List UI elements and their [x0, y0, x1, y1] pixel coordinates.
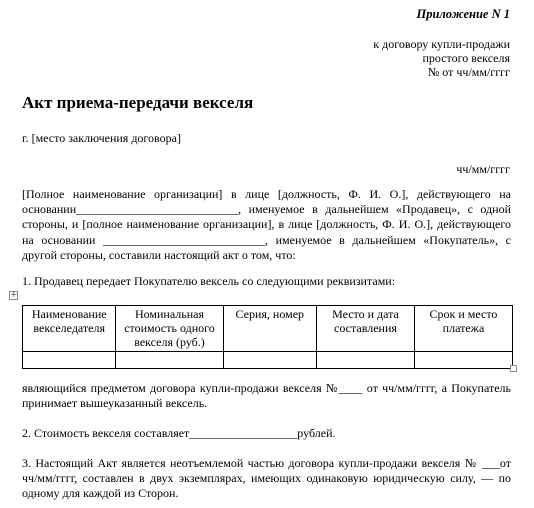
column-header-issuer: Наименование векселедателя — [23, 306, 116, 352]
appendix-ref-line: к договору купли-продажи — [373, 37, 510, 51]
intro-paragraph: [Полное наименование организации] в лице [должность, Ф. И. О.], действующего на основании___________________________, именуемое в дальнейшем «Продавец», с одной стороны, и [полное наименование организации], в лице [должность, Ф. И. О.], действующего на основании ___________________________, именуемое в дальнейшем «Покупатель», с другой стороны, составили настоящий акт о том, что: — [22, 187, 511, 262]
appendix-title: Приложение N 1 — [416, 7, 510, 21]
table-resize-handle-icon[interactable] — [510, 365, 517, 372]
column-header-series-number: Серия, номер — [223, 306, 316, 352]
table-cell[interactable] — [316, 352, 414, 369]
table-cell[interactable] — [23, 352, 116, 369]
table-move-handle-icon[interactable]: + — [10, 290, 18, 300]
appendix-ref-line: простого векселя — [422, 51, 510, 65]
table-cell[interactable] — [116, 352, 223, 369]
table-header-row — [23, 306, 513, 352]
table-cell[interactable] — [223, 352, 316, 369]
column-header-place-date: Место и дата составления — [316, 306, 414, 352]
clause-3: 3. Настоящий Акт является неотъемлемой частью договора купли-продажи векселя № ___от чч/мм/гггг, составлен в двух экземплярах, имеющих одинаковую юридическую силу, — по одному для каждой из Сторон. — [22, 456, 511, 501]
column-header-payment-term: Срок и место платежа — [414, 306, 512, 352]
appendix-ref-line: № от чч/мм/гггг — [427, 65, 510, 79]
contract-place: г. [место заключения договора] — [22, 131, 181, 145]
contract-date: чч/мм/гггг — [456, 162, 510, 176]
appendix-reference — [270, 37, 510, 79]
document-title: Акт приема-передачи векселя — [22, 93, 254, 112]
clause-1: 1. Продавец передает Покупателю вексель со следующими реквизитами: — [22, 274, 396, 288]
bill-requisites-table — [22, 305, 513, 369]
table-row — [23, 352, 513, 369]
table-cell[interactable] — [414, 352, 512, 369]
after-table-paragraph: являющийся предметом договора купли-продажи векселя №____ от чч/мм/гггг, а Покупатель принимает вышеуказанный вексель. — [22, 381, 511, 411]
clause-2: 2. Стоимость векселя составляет__________________рублей. — [22, 426, 336, 440]
column-header-nominal-value: Номинальная стоимость одного векселя (руб.) — [116, 306, 223, 352]
